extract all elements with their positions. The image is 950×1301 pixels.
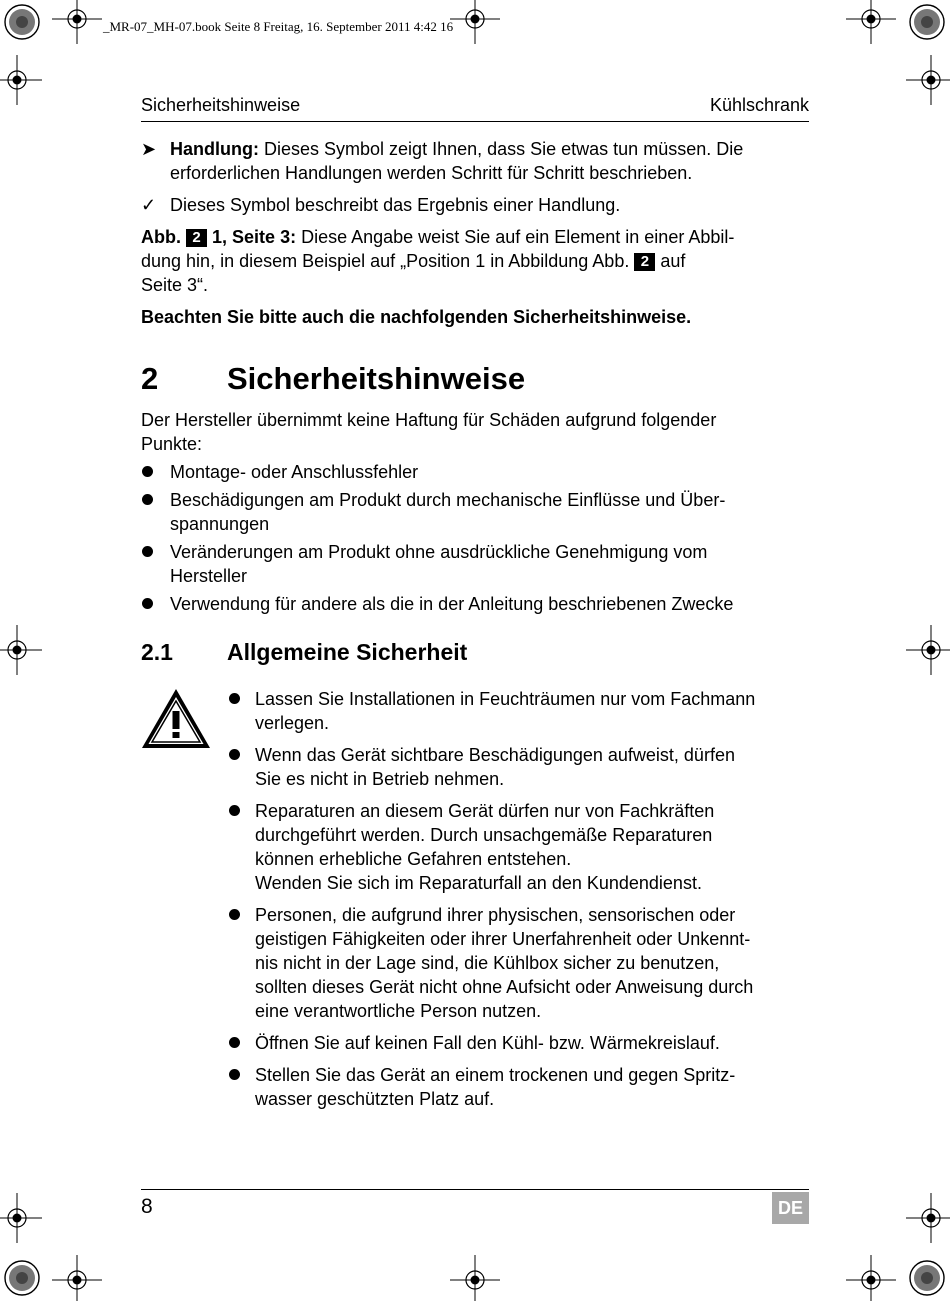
section-intro-line-2: Punkte: [141,434,203,454]
registration-wheel-mark [910,5,944,39]
crosshair-mark [0,1193,42,1243]
safety-item-line: eine verantwortliche Person nutzen. [255,1001,542,1021]
crosshair-mark [846,0,896,44]
safety-item-line: Lassen Sie Installationen in Feuchträumen nur vom Fachmann [255,689,756,709]
crosshair-mark [450,1255,500,1301]
safety-item-line: verlegen. [255,713,330,733]
fig-line-2b: auf [660,251,686,271]
liability-item-line: Beschädigungen am Produkt durch mechanische Einflüsse und Über- [170,490,726,510]
crosshair-mark [0,55,42,105]
crosshair-mark [906,625,950,675]
section-title: Sicherheitshinweise [227,361,526,396]
crosshair-mark [52,1255,102,1301]
safety-item-line: Sie es nicht in Betrieb nehmen. [255,769,505,789]
liability-item-line: Hersteller [170,566,248,586]
registration-wheel-mark [5,5,39,39]
liability-item-line: spannungen [170,514,270,534]
safety-item-line: geistigen Fähigkeiten oder ihrer Unerfahrenheit oder Unkennt- [255,929,751,949]
safety-item-line: nis nicht in der Lage sind, die Kühlbox sicher zu benutzen, [255,953,720,973]
running-header-section: Sicherheitshinweise [141,95,301,115]
print-slug: _MR-07_MH-07.book Seite 8 Freitag, 16. September 2011 4:42 16 [103,19,454,34]
crosshair-mark [846,1255,896,1301]
subsection-number: 2.1 [141,639,173,665]
liability-item-line: Veränderungen am Produkt ohne ausdrückliche Genehmigung vom [170,542,708,562]
action-line-2: erforderlichen Handlungen werden Schritt für Schritt beschrieben. [170,163,693,183]
fig-line-2a: dung hin, in diesem Beispiel auf „Position 1 in Abbildung Abb. [141,251,630,271]
safety-item-line: können erhebliche Gefahren entstehen. [255,849,572,869]
section-intro-line-1: Der Hersteller übernimmt keine Haftung für Schäden aufgrund folgender [141,410,717,430]
subsection-title: Allgemeine Sicherheit [227,639,468,665]
fig-line-3: Seite 3“. [141,275,209,295]
safety-item-line: Wenden Sie sich im Reparaturfall an den Kundendienst. [255,873,702,893]
crosshair-mark [906,1193,950,1243]
registration-wheel-mark [910,1261,944,1295]
safety-note: Beachten Sie bitte auch die nachfolgenden Sicherheitshinweise. [141,307,692,327]
figure-number-badge-2: 2 [634,253,655,271]
action-arrow-icon: ➤ [141,139,157,159]
crosshair-mark [906,55,950,105]
fig-ref-label: 1, Seite 3: [212,227,297,247]
checkmark-icon: ✓ [141,195,157,215]
action-line-1: Dieses Symbol zeigt Ihnen, dass Sie etwas tun müssen. Die [264,139,744,159]
safety-item-line: Wenn das Gerät sichtbare Beschädigungen aufweist, dürfen [255,745,735,765]
safety-item-line: Personen, die aufgrund ihrer physischen, sensorischen oder [255,905,736,925]
safety-item-line: sollten dieses Gerät nicht ohne Aufsicht oder Anweisung durch [255,977,754,997]
safety-item-line: wasser geschützten Platz auf. [255,1089,495,1109]
crosshair-mark [450,0,500,44]
safety-item-line: durchgeführt werden. Durch unsachgemäße Reparaturen [255,825,713,845]
liability-item-line: Verwendung für andere als die in der Anleitung beschriebenen Zwecke [170,594,734,614]
fig-abb-label: Abb. [141,227,181,247]
crosshair-mark [0,625,42,675]
liability-item-line: Montage- oder Anschlussfehler [170,462,419,482]
registration-wheel-mark [5,1261,39,1295]
section-number: 2 [141,361,159,396]
figure-number-badge: 2 [186,229,207,247]
safety-item-line: Öffnen Sie auf keinen Fall den Kühl- bzw. Wärmekreislauf. [255,1033,720,1053]
running-header-product: Kühlschrank [709,95,809,115]
result-paragraph: Dieses Symbol beschreibt das Ergebnis einer Handlung. [170,195,621,215]
fig-line-1: Diese Angabe weist Sie auf ein Element in einer Abbil- [301,227,735,247]
language-badge: DE [772,1192,809,1224]
safety-item-line: Stellen Sie das Gerät an einem trockenen und gegen Spritz- [255,1065,736,1085]
page-number: 8 [141,1195,153,1218]
safety-item-line: Reparaturen an diesem Gerät dürfen nur von Fachkräften [255,801,715,821]
action-label: Handlung: [170,139,259,159]
crosshair-mark [52,0,102,44]
